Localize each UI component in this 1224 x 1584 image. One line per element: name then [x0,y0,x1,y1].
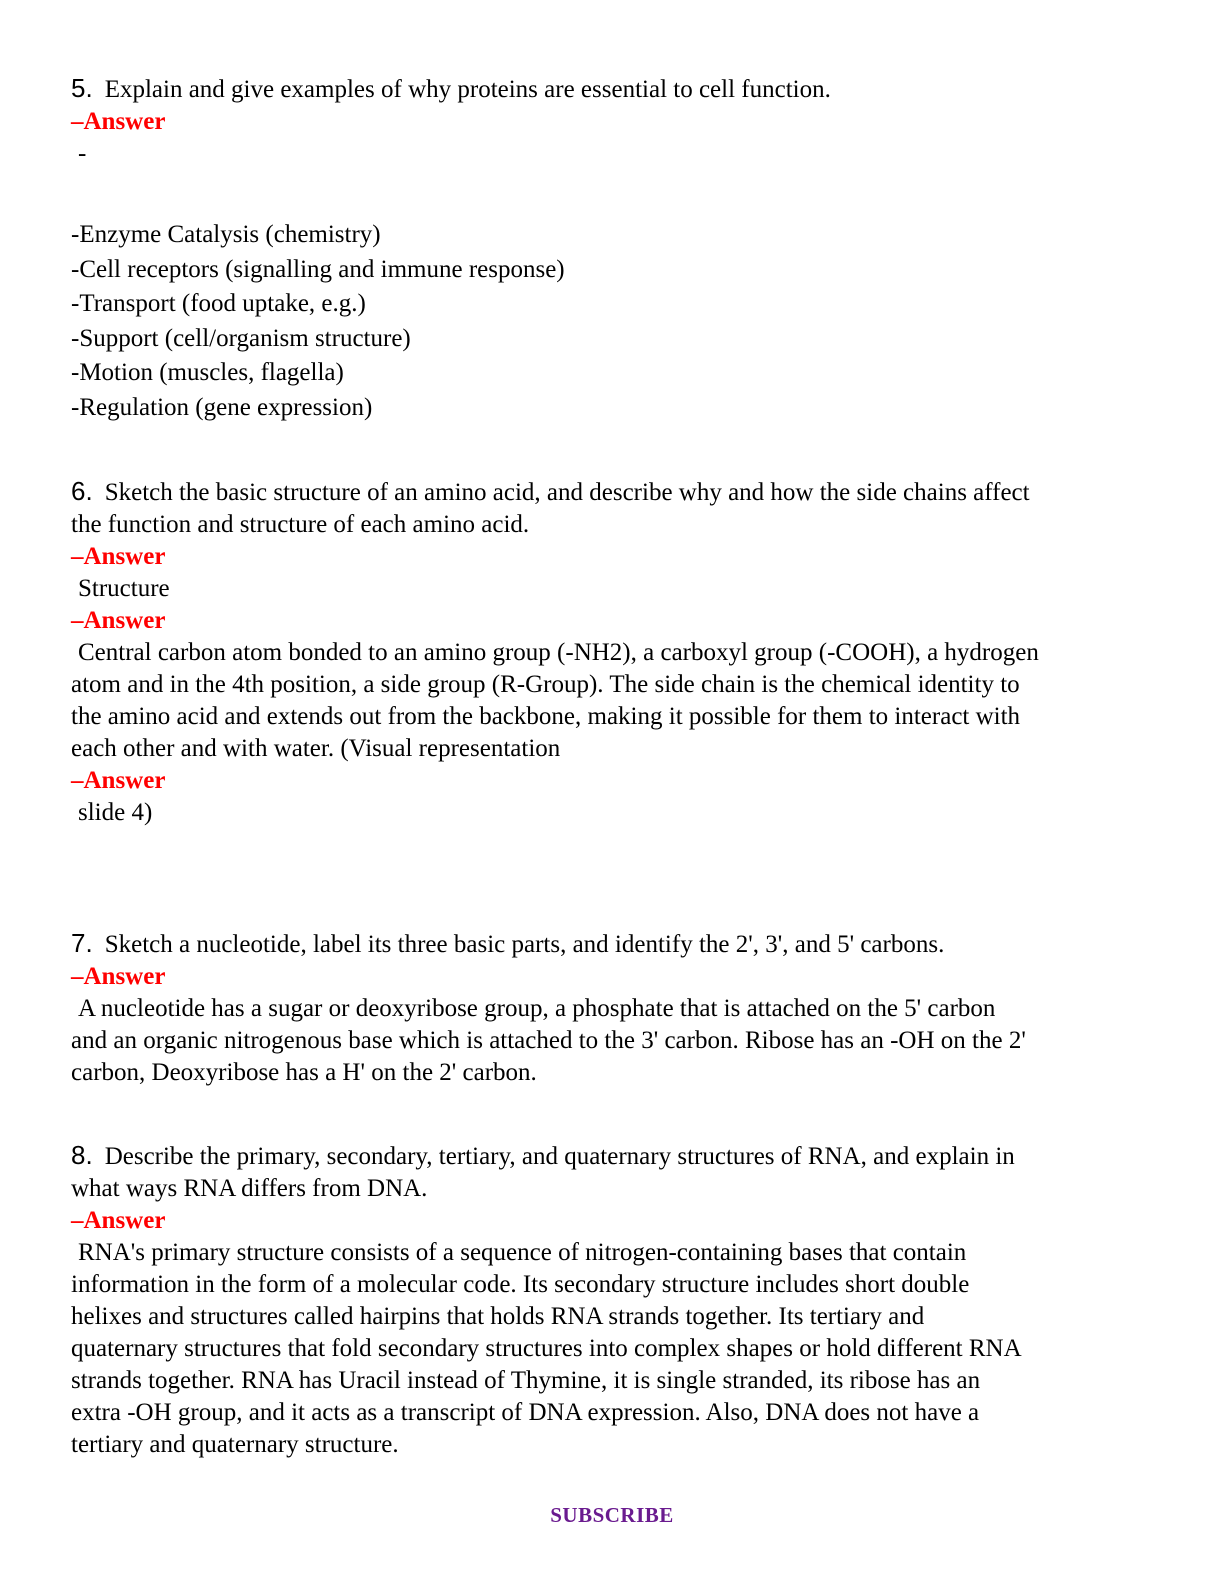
question-8 [71,1139,1151,1461]
question-6-heading [71,475,1151,509]
question-5-heading [71,72,1151,106]
spacer [71,829,1151,927]
question-7-text: Sketch a nucleotide, label its three basic parts, and identify the 2', 3', and 5' carbons. [104,931,945,958]
list-item: -Motion (muscles, flagella) [71,359,344,386]
subscribe-link[interactable]: SUBSCRIBE [550,1503,674,1527]
question-7-body-line: A nucleotide has a sugar or deoxyribose group, a phosphate that is attached on the 5' carbon [78,995,996,1022]
question-6-body-line: each other and with water. (Visual representation [71,735,561,762]
question-6-answer-label-3: –Answer [71,767,166,794]
question-8-body-line: quaternary structures that fold secondary structures into complex shapes or hold different RNA [71,1335,1022,1362]
question-7-heading [71,927,1151,961]
question-8-body-line: information in the form of a molecular code. Its secondary structure includes short double [71,1271,970,1298]
question-7-answer-label: –Answer [71,963,166,990]
question-5-dash: - [78,140,87,167]
list-item: -Regulation (gene expression) [71,393,373,421]
question-6-body-line: the amino acid and extends out from the backbone, making it possible for them to interact with [71,703,1021,730]
list-item: -Transport (food uptake, e.g.) [71,290,366,317]
question-5-answer-label: –Answer [71,108,166,135]
question-6-answer-label: –Answer [71,543,166,570]
question-7 [71,927,1151,1089]
question-5-text: Explain and give examples of why proteins are essential to cell function. [104,76,831,103]
question-8-body-line: helixes and structures called hairpins that holds RNA strands together. Its tertiary and [71,1303,925,1330]
spacer [71,425,1151,475]
question-8-heading [71,1139,1151,1173]
spacer [71,1089,1151,1139]
question-8-answer-label: –Answer [71,1207,166,1234]
list-item: -Enzyme Catalysis (chemistry) [71,221,381,248]
question-6-body-line: Central carbon atom bonded to an amino group (-NH2), a carboxyl group (-COOH), a hydrogen [78,639,1039,666]
question-8-number: 8. [71,1140,93,1170]
document-page [71,72,1151,1461]
question-6 [71,475,1151,829]
spacer [71,170,1151,218]
list-item: -Support (cell/organism structure) [71,324,411,352]
question-6-text-line2: the function and structure of each amino acid. [71,511,530,538]
question-8-text-line1: Describe the primary, secondary, tertiary, and quaternary structures of RNA, and explain in [104,1143,1015,1170]
question-8-body-line: extra -OH group, and it acts as a transcript of DNA expression. Also, DNA does not have a [71,1399,980,1426]
question-8-body-line: tertiary and quaternary structure. [71,1431,399,1458]
list-item: -Cell receptors (signalling and immune response) [71,255,565,283]
question-8-body-line: strands together. RNA has Uracil instead of Thymine, it is single stranded, its ribose has an [71,1367,981,1394]
question-8-text-line2: what ways RNA differs from DNA. [71,1175,428,1202]
question-8-body-line: RNA's primary structure consists of a sequence of nitrogen-containing bases that contain [78,1239,967,1266]
question-5 [71,72,1151,425]
question-6-body-line: atom and in the 4th position, a side group (R-Group). The side chain is the chemical identity to [71,671,1020,698]
question-6-text-line1: Sketch the basic structure of an amino acid, and describe why and how the side chains affect [104,479,1030,506]
question-6-number: 6. [71,476,93,506]
question-7-number: 7. [71,928,93,958]
question-6-slide: slide 4) [78,799,153,826]
question-5-number: 5. [71,73,93,103]
question-7-body-line: carbon, Deoxyribose has a H' on the 2' carbon. [71,1059,537,1086]
question-6-structure: Structure [78,575,170,602]
question-6-answer-label-2: –Answer [71,607,166,634]
question-7-body-line: and an organic nitrogenous base which is attached to the 3' carbon. Ribose has an -OH on the 2' [71,1027,1026,1054]
